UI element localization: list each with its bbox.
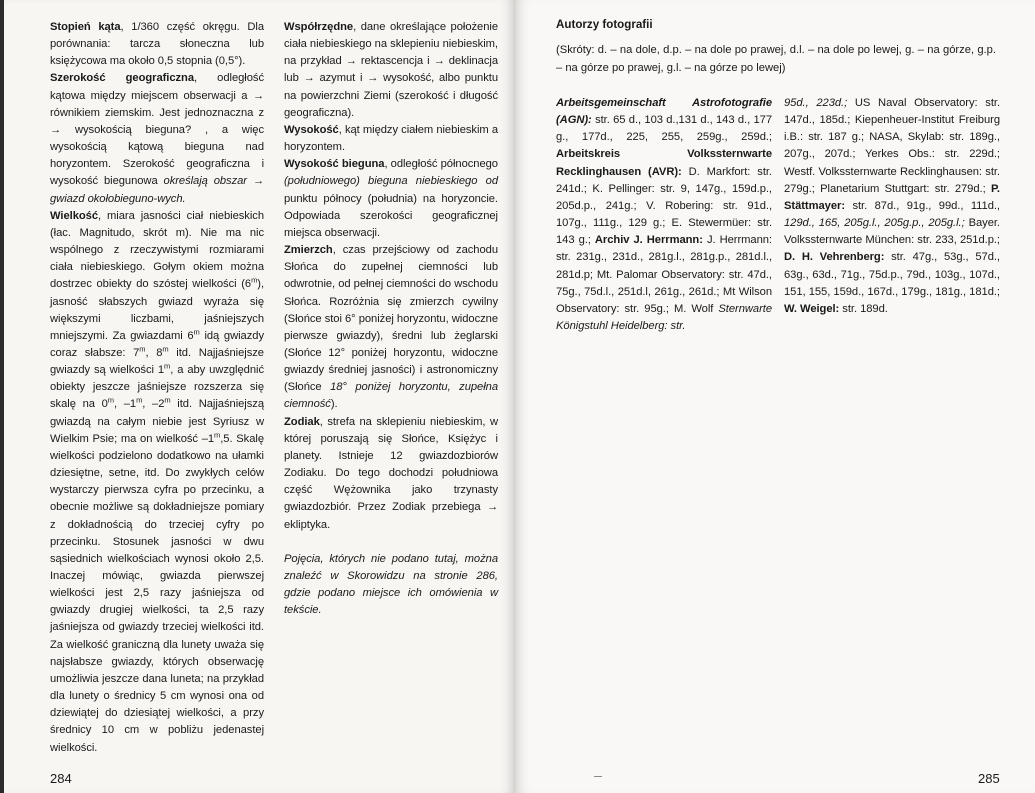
term: Wielkość [50,209,98,222]
term: Wysokość bieguna [284,158,385,171]
credit-source: P. Stättmayer: [784,182,1000,212]
credit-source: D. H. Vehrenberg: [784,251,885,264]
abbreviations-note: (Skróty: d. – na dole, d.p. – na dole po prawej, d.l. – na dole po lewej, g. – na górze, g.p. – na górze po prawej, g.l. – na górze po lewej) [556,44,996,74]
term: Wysokość [284,123,339,136]
page-mark [594,776,602,777]
glossary-column-left-2 [284,19,498,619]
credit-source: Arbeitskreis Volkssternwarte Recklinghausen (AVR): [556,148,772,178]
credit-source: Arbeitsgemeinschaft Astrofotografie (AGN): [556,97,772,127]
entry-szerokosc-geograficzna: Szerokość geograficzna, odległość kątowa między miejscem obserwacji a → równikiem ziemskim. Jest jednoznaczna z → wysokością bieguna? , a więc wysokością kątową bieguna nad horyzontem. Szerokość geograficzna i wysokość biegunowa określają obszar → gwiazd okołobieguno-wych. [50,72,265,205]
term: Zmierzch [284,244,333,257]
page-edge-shadow [0,0,4,793]
glossary-note: Pojęcia, których nie podano tutaj, można znaleźć w Skorowidzu na stronie 286, gdzie podano miejsce ich omówienia w tekście. [284,552,498,617]
credits-column-right-1 [556,95,772,335]
term: Stopień kąta [50,21,121,33]
entry-wysokosc-bieguna: Wysokość bieguna, odległość północnego (południowego) bieguna niebieskiego od punktu północy (południa) na horyzoncie. Odpowiada szerokości geograficznej miejsca obserwacji. [284,158,498,239]
term: Szerokość geograficzna [50,72,195,85]
credit-source: Archiv J. Herrmann: [594,234,703,247]
credits-text: Arbeitsgemeinschaft Astrofotografie (AGN): str. 65 d., 103 d.,131 d., 143 d., 177 g., 177d., 225, 255, 259g., 259d.; Arbeitskreis Volkssternwarte Recklinghausen (AVR): D. Markfort: str. 241d.; K. Pellinger: str. 9, 147g., 159d.p., 205d.p., 241g.; V. Robering: str. 91d., 107g., 111g., 129 g.; E. Stewermüer: str. 143 g.; Archiv J. Herrmann: J. Herrmann: str. 231g., 231d., 281g.l., 281g.p., 281d.l., 281d.p; Mt. Palomar Observatory: str. 47d., 75g., 75d.l., 251d.l, 261g., 261d.; Mt Wilson Observatory: str. 95g.; M. Wolf Sternwarte Königstuhl Heidelberg: str. [556,97,772,333]
glossary-column-left-1 [50,19,264,757]
page-number-right: 285 [978,771,1000,786]
credit-source: W. Weigel: [784,302,840,315]
entry-wysokosc: Wysokość, kąt między ciałem niebieskim a horyzontem. [284,123,498,154]
entry-zmierzch: Zmierzch, czas przejściowy od zachodu Słońca do zupełnej ciemności lub odwrotnie, od pełnej ciemności do wschodu Słońca. Rozróżnia się zmierzch cywilny (Słońce stoi 6° poniżej horyzontu, widoczne pierwsze gwiazdy), średni lub żeglarski (Słońce 12° poniżej horyzontu, widoczne gwiazdy średniej jasności) i astronomiczny (Słońce 18° poniżej horyzontu, zupełna ciemność). [284,244,498,411]
entry-wielkosc: Wielkość, miara jasności ciał niebieskich (łac. Magnitudo, skrót m). Nie ma nic wspólnego z rzeczywistymi rozmiarami ciała niebieskiego. Gołym okiem można dostrzec obiekty do szóstej wielkości (6$^m$), jasność słabszych gwiazd wyraża się większymi liczbami, jaśniejszych mniejszymi. Za gwiazdami 6$^m$ idą gwiazdy coraz słabsze: 7$^m$, 8$^m$ itd. Najjaśniejsze gwiazdy są wielkości 1$^m$, a aby uwzględnić obiekty jeszcze jaśniejsze rozszerza się skalę na 0$^m$, –1$^m$, –2$^m$ itd. Najjaśniejszą gwiazdą na całym niebie jest Syriusz w Wielkim Psie; ma on wielkość –1$^m$,5. Skalę wielkości podzielono dodatkowo na ułamki dziesiętne, setne, itd. Do zwykłych celów wystarczy pierwsza cyfra po przecinku, a obecnie możliwe są dokładniejsze pomiary z dokładnością do trzeciej cyfry po przecinku. Stosunek jasności w dwu sąsiednich wielkościach wynosi około 2,5. Inaczej mówiąc, gwiazda pierwszej wielkości jest 2,5 razy jaśniejsza od gwiazdy drugiej wielkości, ta 2,5 razy jaśniejsza od gwiazdy trzeciej wielkości itd. Za wielkość graniczną dla lunety uważa się najsłabsze gwiazdy, których obserwację umożliwia jeszcze dana luneta; na przykład dla lunety o średnicy 5 cm wynosi ona od dziewiątej do dziesiątej wielkości, a przy średnicy 10 cm w pobliżu jedenastej wielkości. [50,209,264,754]
entry-zodiak: Zodiak, strefa na sklepieniu niebieskim, w której poruszają się Słońce, Księżyc i planety. Istnieje 12 gwiazdozbiorów Zodiaku. Do tego dochodzi południowa część Wężownika jako trzynasty gwiazdozbiór. Przez Zodiak przebiega → ekliptyka. [284,415,498,531]
term: Współrzędne [284,21,354,33]
credits-text: 95d., 223d.; US Naval Observatory: str. 147d., 185d.; Kiepenheuer-Institut Freiburg i.B.: str. 187 g.; NASA, Skylab: str. 189g., 207g., 207d.; Yerkes Obs.: str. 229d.; Westf. Volkssternwarte Recklinghausen: str. 279g.; Planetarium Stuttgart: str. 279d.; P. Stättmayer: str. 87d., 91g., 99d., 111d., 129d., 165, 205g.l., 205g.p., 205g.l.; Bayer. Volkssternwarte München: str. 233, 251d.p.; D. H. Vehrenberg: str. 47g., 53g., 57d., 63g., 63d., 71g., 75d.p., 79d., 103g., 107d., 151, 155, 159d., 167d., 179g., 181g., 181d.; W. Weigel: str. 189d. [784,97,1001,315]
left-page [0,0,514,793]
credits-column-right-2 [784,95,1000,318]
entry-stopien-kata: Stopień kąta, 1/360 część okręgu. Dla porównania: tarcza słoneczna lub księżycowa ma około 0,5 stopnia (0,5°). [50,21,264,68]
entry-wspolrzedne: Współrzędne, dane określające położenie ciała niebieskiego na sklepieniu niebieskim, na przykład → rektascencja i → deklinacja lub → azymut i → wysokość, albo punktu na powierzchni Ziemi (szerokość i długość geograficzna). [284,21,498,119]
term: Zodiak [284,415,320,428]
page-number-left: 284 [50,771,72,786]
section-heading: Autorzy fotografii [556,18,653,31]
